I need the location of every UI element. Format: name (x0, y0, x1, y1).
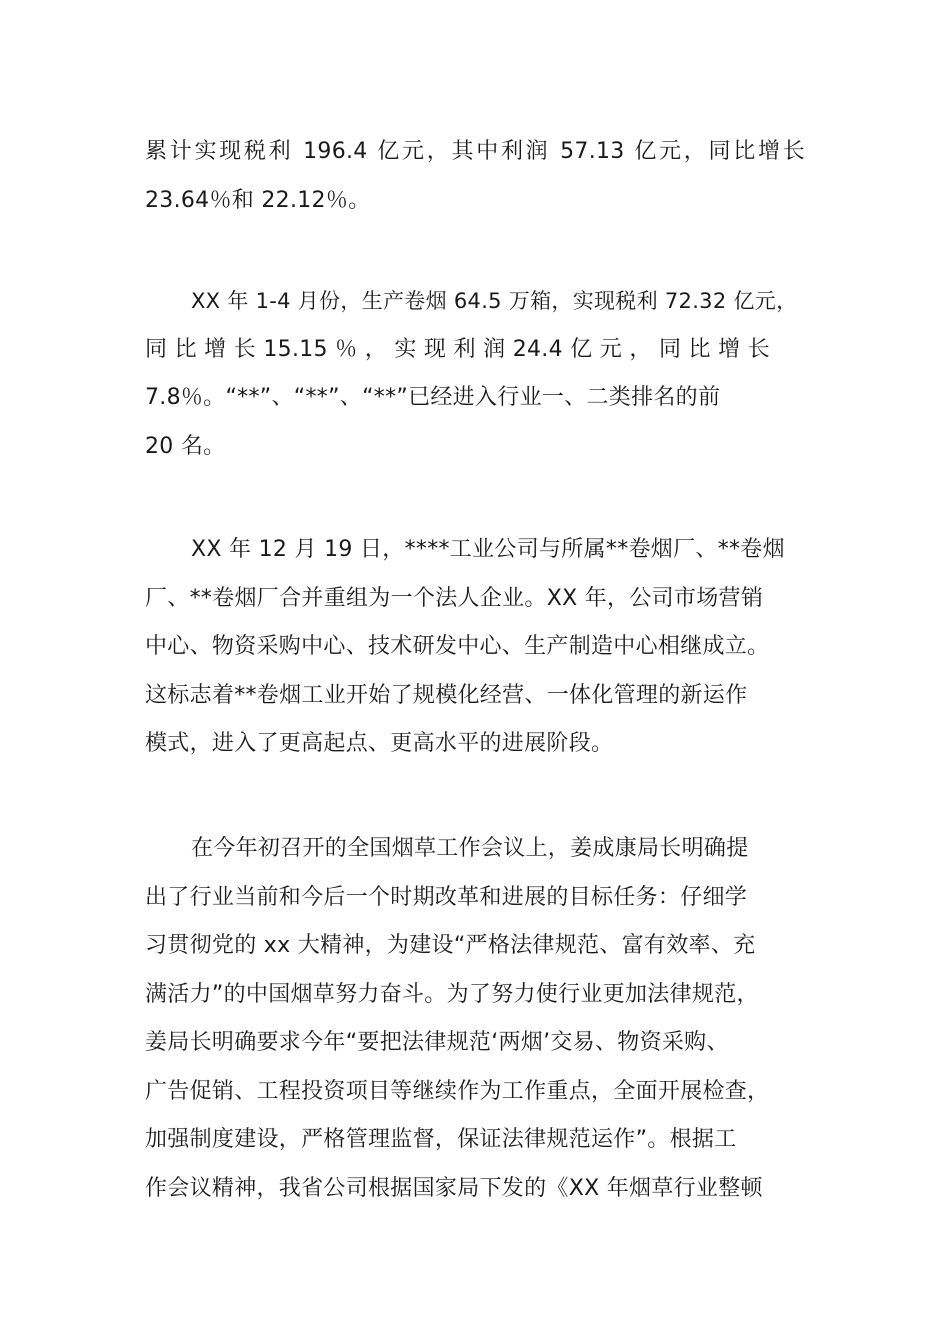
text-line: 模式，进入了更高起点、更高水平的进展阶段。 (145, 731, 614, 756)
text-line: XX 年 12 月 19 日，****工业公司与所属**卷烟厂、**卷烟 (191, 537, 785, 562)
text-line: 出了行业当前和今后一个时期改革和进展的目标任务：仔细学 (145, 884, 748, 910)
paragraph-1 (145, 128, 805, 225)
text-line: 厂、**卷烟厂合并重组为一个法人企业。XX 年，公司市场营销 (145, 585, 764, 611)
text-line: 20 名。 (145, 433, 226, 459)
paragraph-2 (145, 277, 805, 471)
text-line: 同 比 增 长 15.15 ％ ， 实 现 利 润 24.4 亿 元 ， 同 比 增 长 (145, 336, 771, 362)
text-line: 累计实现税利 196.4 亿元，其中利润 57.13 亿元，同比增长 (145, 139, 805, 164)
text-line: 满活力”的中国烟草努力奋斗。为了努力使行业更加法律规范， (145, 981, 759, 1007)
text-line: 在今年初召开的全国烟草工作会议上，姜成康局长明确提 (191, 836, 749, 861)
text-line: 作会议精神，我省公司根据国家局下发的《XX 年烟草行业整顿 (145, 1175, 763, 1201)
text-line: 习贯彻党的 xx 大精神，为建设“严格法律规范、富有效率、充 (145, 933, 756, 958)
text-line: 姜局长明确要求今年“要把法律规范‘两烟’交易、物资采购、 (145, 1030, 729, 1055)
text-line: 中心、物资采购中心、技术研发中心、生产制造中心相继成立。 (145, 634, 770, 659)
paragraph-3 (145, 526, 805, 769)
text-line: 加强制度建设，严格管理监督，保证法律规范运作”。根据工 (145, 1127, 737, 1152)
text-line: 7.8％。“**”、“**”、“**”已经进入行业一、二类排名的前 (145, 385, 721, 410)
text-line: 广告促销、工程投资项目等继续作为工作重点，全面开展检查， (145, 1078, 770, 1104)
text-line: 23.64％和 22.12％。 (145, 187, 371, 213)
text-line: XX 年 1-4 月份，生产卷烟 64.5 万箱，实现税利 72.32 亿元， (191, 289, 798, 313)
paragraph-4 (145, 825, 805, 1213)
text-line: 这标志着**卷烟工业开始了规模化经营、一体化管理的新运作 (145, 682, 748, 708)
